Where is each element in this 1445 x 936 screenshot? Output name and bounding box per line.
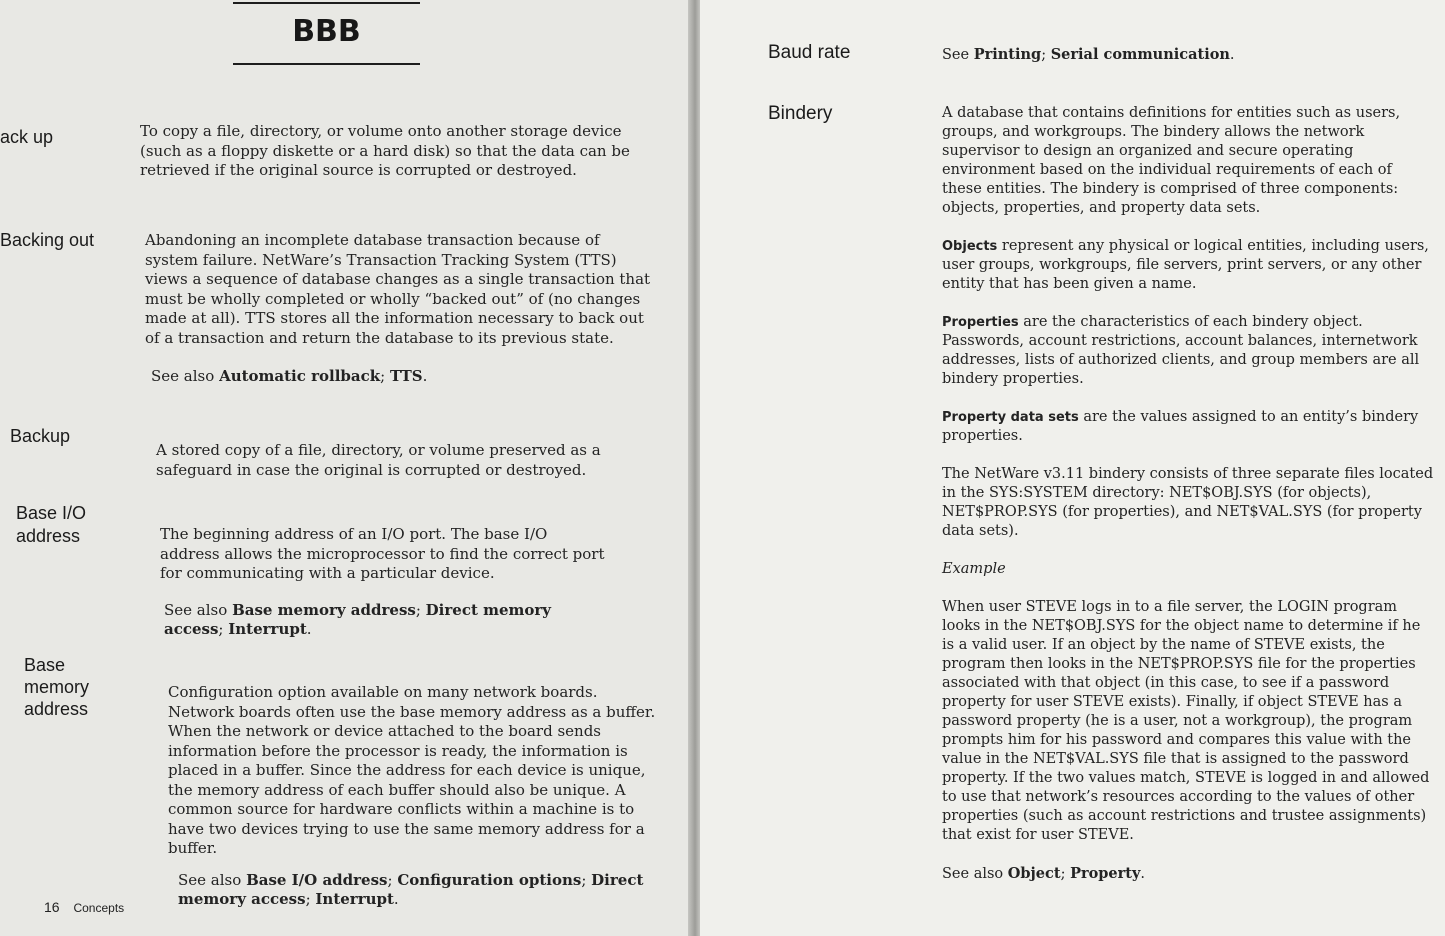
see-also-label: See also [942, 866, 1004, 882]
properties-label: Properties [942, 315, 1019, 330]
term-baud-rate: Baud rate [768, 42, 851, 63]
right-page [700, 0, 1445, 936]
term-line: Base [24, 655, 66, 675]
page-number: 16 [44, 899, 60, 915]
pds-label: Property data sets [942, 410, 1079, 425]
ref-link[interactable]: Interrupt [315, 890, 394, 908]
bindery-intro: A database that contains definitions for entities such as users, groups, and workgroups. The bindery allows the network supervisor to design an organized and secure operating environment based on the individual requirements of each of these entities. The bindery is comprised of three components: objects, properties, and property data sets. [942, 105, 1401, 216]
term-bindery: Bindery [768, 103, 833, 124]
ref-link[interactable]: Configuration options [397, 870, 582, 889]
properties-text: are the characteristics of each bindery object. Passwords, account restrictions, account balances, internetwork addresses, lists of authorized clients, and group members are all bindery properties. [942, 314, 1420, 387]
ref-link[interactable]: Serial communication [1050, 46, 1230, 63]
def-text: The beginning address of an I/O port. The base I/O address allows the microprocessor to find the correct port for communicating with a particular device. [160, 525, 605, 582]
heading-rule-top [233, 2, 420, 4]
ref-link[interactable]: Base memory address [232, 600, 416, 619]
def-backup [156, 441, 606, 480]
bindery-example: When user STEVE logs in to a file server, the LOGIN program looks in the NET$OBJ.SYS for the object name to determine if he is a valid user. If an object by the name of STEVE exists, the program then looks in the NET$PROP.SYS file for the properties associated with that object (in this case, to see if a password property for user STEVE exists). Finally, if object STEVE has a password property (he is a user, not a workgroup), the program prompts him for his password and compares this value with the value in the NET$VAL.SYS file that is assigned to the password property. If the two values match, STEVE is logged in and allowed to use that network’s resources according to the values of other properties (such as account restrictions and trustee assignments) that exist for user STEVE. [942, 599, 1430, 843]
term-line: address [24, 699, 89, 719]
term-line: address [16, 526, 81, 546]
def-text: To copy a file, directory, or volume onto another storage device (such as a floppy diskette or a hard disk) so that the data can be retrieved if the original source is corrupted or destroyed. [140, 122, 630, 179]
def-baud-rate [942, 45, 1432, 65]
term-backing-out: Backing out [0, 230, 95, 250]
ref-link[interactable]: Printing [973, 46, 1042, 63]
see-also: See also Base I/O address; Configuration options; Direct memory access; Interrupt. [178, 870, 644, 908]
ref-link[interactable]: TTS [389, 367, 423, 385]
see-also: See also Object; Property. [942, 865, 1146, 882]
bindery-objects [942, 237, 1434, 294]
bindery-properties [942, 313, 1434, 389]
def-base-memory-address [168, 683, 656, 910]
objects-label: Objects [942, 239, 998, 254]
term-line: Base I/O [16, 503, 87, 523]
ref-link[interactable]: Interrupt [228, 620, 307, 638]
see-also-label: See also [151, 367, 215, 385]
left-page [0, 0, 690, 936]
section-heading [233, 0, 420, 66]
bindery-property-data-sets [942, 408, 1434, 446]
term-line: memory [24, 677, 90, 697]
def-base-io-address [160, 525, 610, 640]
see-also-label: See also [164, 600, 228, 619]
see-also: See also Base memory address; Direct memory access; Interrupt. [164, 600, 552, 638]
see-also: See also Automatic rollback; TTS. [151, 367, 428, 385]
ref-link[interactable]: Direct memory access [178, 870, 644, 908]
bindery-files: The NetWare v3.11 bindery consists of three separate files located in the SYS:SYSTEM directory: NET$OBJ.SYS (for objects), NET$PROP.SYS (for properties), and NET$VAL.SYS (for property data sets). [942, 466, 1434, 539]
section-title: BBB [292, 14, 361, 49]
term-back-up: ack up [0, 127, 54, 147]
term-base-io-address [16, 502, 86, 548]
footer-section: Concepts [73, 901, 125, 915]
see-also: See Printing; Serial communication. [942, 46, 1235, 63]
ref-link[interactable]: Base I/O address [246, 870, 388, 889]
heading-rule-bottom [233, 63, 420, 65]
see-label: See [942, 47, 970, 63]
term-backup: Backup [10, 426, 71, 446]
objects-text: represent any physical or logical entities, including users, user groups, workgroups, file servers, print servers, or any other entity that has been given a name. [942, 238, 1429, 292]
def-text: A stored copy of a file, directory, or volume preserved as a safeguard in case the original is corrupted or destroyed. [156, 441, 601, 479]
def-bindery [942, 104, 1434, 884]
def-backing-out [145, 231, 655, 387]
ref-link[interactable]: Property [1070, 865, 1141, 882]
def-back-up [140, 122, 630, 181]
ref-link[interactable]: Automatic rollback [219, 367, 381, 385]
def-text: Configuration option available on many network boards. Network boards often use the base memory address as a buffer. When the network or device attached to the board sends information before the processor is ready, the information is placed in a buffer. Since the address for each device is unique, the memory address of each buffer should also be unique. A common source for hardware conflicts within a machine is to have two devices trying to use the same memory address for a buffer. [168, 683, 656, 857]
example-heading: Example [942, 561, 1006, 577]
page-footer [44, 899, 124, 915]
see-also-label: See also [178, 870, 242, 889]
def-text: Abandoning an incomplete database transaction because of system failure. NetWare’s Transaction Tracking System (TTS) views a sequence of database changes as a single transaction that must be wholly completed or wholly “backed out” of (no changes made at all). TTS stores all the information necessary to back out of a transaction and return the database to its previous state. [145, 231, 651, 347]
ref-link[interactable]: Direct memory access [164, 600, 552, 638]
ref-link[interactable]: Object [1007, 865, 1061, 882]
pds-text: are the values assigned to an entity’s bindery properties. [942, 409, 1419, 444]
term-base-memory-address [24, 654, 89, 720]
